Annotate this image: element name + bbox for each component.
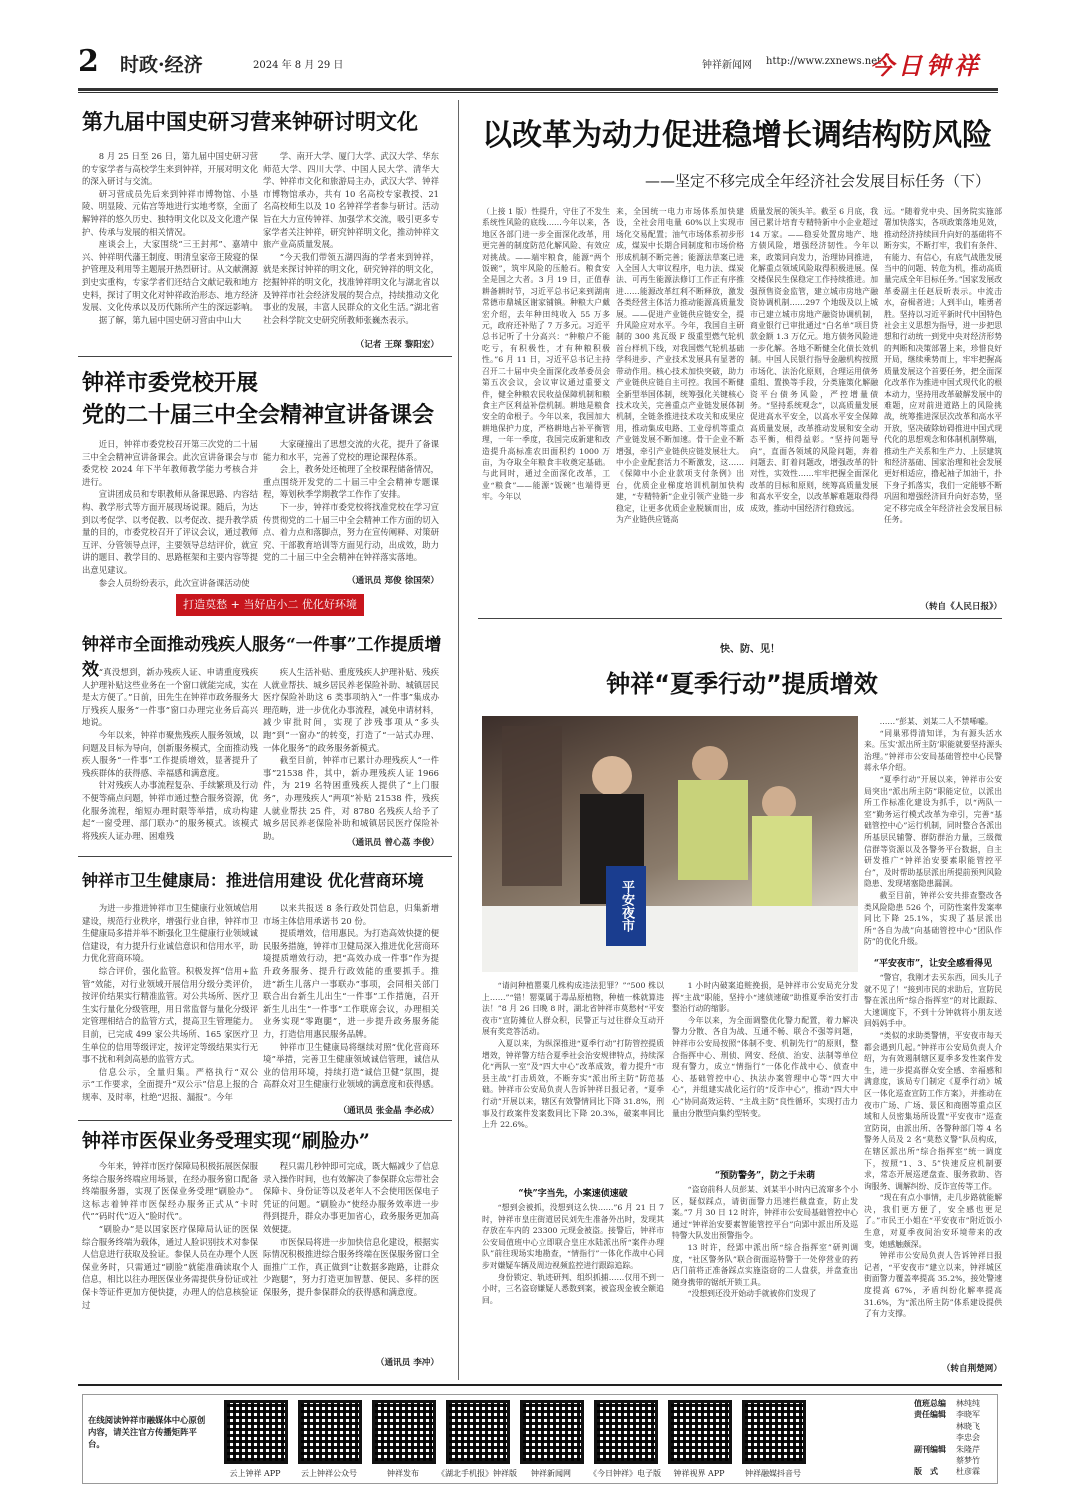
staff-list [914,1398,998,1478]
staff-entry: 蔡梦竹 [956,1456,980,1466]
divider [478,618,1002,619]
article1-title: 第九届中国史研习营来钟研讨明文化 [82,109,418,134]
header-rule [78,88,998,91]
article2-col1: 近日，钟祥市委党校召开第三次党的二十届三中全会精神宣讲备课会。此次宣讲备课会与市委党校 2024 年下半年教师教学能力考核合并进行。 宣讲团成员和专职教师从备课思路、内容结构、教学形式等方面开展现场说课。随后，为达到以考促学、以考促教、以考促改、提升教学质量的目的，市委党校召开了评议会议，通过教师互评、分管领导点评，主要领导总结评价，就宣讲的题目、教学目的、思路框架和主要内容等提出意见建议。 参会人员纷纷表示，此次宣讲备课活动使 [82,439,258,588]
lead-col2: 来，全国统一电力市场体系加快建设，全社会用电量 60%以上实现市场化交易配置；油气市场体系初步形成，煤炭中长期合同制度和市场价格形成机制不断完善；能源法草案已进入全国人大审议程序，电力法、煤炭法、可再生能源法修订工作正有序推进……能源改革红利不断释放，激发各类经营主体活力推动能源高质量发展。——促进产业链供应链安全，提升风险应对水平。今年，我国自主研制的 300 兆瓦级 F 级重型燃气轮机首台样机下线，对我国燃气轮机基础学科进步、产业技术发展具有显著的带动作用。核心技术加快突破，助力产业链供应链自主可控。我国不断健全新型举国体制，统筹强化关键核心技术攻关，完善重点产业链发展体制机制，全链条推进技术攻关和成果应用，推动集成电路、工业母机等重点产业链发展不断加速。骨干企业不断增强，牵引产业链供应链发展壮大。中小企业配套活力不断激发，这……《保障中小企业款项支付条例》出台，优质企业梯度培训机制加快构建，“专精特新”企业引领产业链一步稳定，让更多优质企业脱颖而出，成为产业链供应链高 [616,207,744,524]
lead-subtitle: ——坚定不移完成全年经济社会发展目标任务（下） [644,172,990,190]
summer-mid-col: 1 小时内破案追赃挽损，是钟祥市公安局充分发挥“主战”职能，坚持小“速侦速破”助推夏季治安打击整治行动的缩影。 今年以来，为全面调整优化警力配置，着力解决警力分散、各自为战、互通不畅、联合不强等问题，钟祥市公安局按照“体制不变、机制先行”的原则，整合指挥中心、刑侦、网安、经侦、治安、法制等单位现有警力，成立“情指行”一体化作战中心、侦查中心、基础管控中心、执法办案管理中心等“四大中心”，并组建实战化运行的“反诈中心”，推动“四大中心”协同高效运转、“主战主防”良性循环，实现打击力量由分散型向集约型转变。 [672,981,858,1118]
qr-label: 钟祥发布 [387,1469,419,1478]
article4-byline: （通讯员 张金晶 李必成） [338,1106,439,1116]
article3-col1: “真没想到，新办残疾人证、申请重度残疾人护理补贴这些业务在一个窗口就能完成，实在是太方便了。”日前，田先生在钟祥市政务服务大厅残疾人服务“一件事”窗口办理完业务后高兴地说。 今年以来，钟祥市聚焦残疾人服务领域，以问题及目标为导向，创新服务模式，全面推动残疾人服务“一件事”工作提质增效，显著提升了残疾群体的获得感、幸福感和满意度。 针对残疾人办事流程复杂、手续繁琐及行动不便等痛点问题，钟祥市通过整合服务资源，优化服务流程，缩短办理时限等举措，成功构建起“一窗受理、部门联办”的服务模式。该模式将残疾人证办理、困难残 [82,667,258,841]
summer-right-col: ……”彭某、刘某二人不禁唏嘘。 “同巢邪得清知详，为有源头活水来。压实‘派出所主防’职能就要坚持源头治理。”钟祥市公安局基础管控中心民警蒋永华介绍。 “夏季行动”开展以来，钟祥市公安局突出“派出所主防”职能定位，以派出所工作标准化建设为抓手，以“两队一室”勤务运行模式改革为牵引，完善“基础管控中心”运行机制，同时整合各派出所基层民辅警、群防群治力量，三级微信群等资源以及各警务平台数据，自主研发推广“钟祥治安要素职能管控平台”，及时帮助基层派出所提前预判风险隐患、发现堵塞隐患漏洞。 截至目前，钟祥公安共排查整改各类风险隐患 526 个，可防性案件发案率同比下降 25.1%，实现了基层派出所“各自为战”向基础管控中心“团队作防”的优化升级。 [864,717,1002,947]
summer-kicker: 快、防、见！ [720,644,780,655]
issue-date: 2024 年 8 月 29 日 [253,60,344,71]
qr-label: 钟祥视界 APP [673,1469,725,1478]
lead-col3: 质量发展的领头羊。截至 6 月底，我国已累计培育专精特新中小企业超过 14 万家。——稳妥处置房地产、地方债风险，增强经济韧性。今年以来，政策同向发力，治理协同推进，化解重点领域风险取得积极进展。保交楼保民生保稳定工作持续推进。加强预售资金监管，建立城市房地产融资协调机制……297 个地级及以上城市已建立城市房地产融资协调机制，商业银行已审批通过“白名单”项目贷款金额 1.3 万亿元。地方债务风险进一步化解。各地不断健全化债长效机制。中国人民银行指导金融机构按照市场化、法治化原则，合理运用债务重组、置换等手段，分类施策化解融资平台债务风险，严控增量债务。“坚持系统观念”，以高质量发展促进高水平安全，以高水平安全保障高质量发展，改革推动发展和安全动态平衡，相得益彰。“坚持问题导向”，直面各领域的风险问题，奔着问题去、盯着问题改，增强改革的针对性，实效性……牢牢把握全面深化改革的目标和原则，统筹高质量发展和高水平安全，以改革解难题取得得成效，推动中国经济行稳致远。 [750,207,878,513]
page-number: 2 [78,44,99,79]
footer-notice: 在线阅读钟祥市融媒体中心原创内容，请关注官方传播矩阵平台。 [88,1415,206,1449]
article3-col2: 疾人生活补贴、重度残疾人护理补贴、残疾人就业帮扶、城乡居民养老保险补助、城镇居民医疗保险补助这 6 类事项纳入“一件事”集成办理范畴，进一步优化办事流程，减免申请材料，减少审批时间，实现了涉残事项从“多头跑”到“一窗办”的转变，打造了“一站式办理、一体化服务”的政务服务新模式。 截至目前，钟祥市已累计办理残疾人“一件事”21538 件，其中，新办理残疾人证 1966 件，为 219 名特困重残疾人提供了“上门服务”，办理残疾人“两项”补贴 21538 件，残疾人就业帮扶 25 件，对 8780 名残疾人给予了城乡居民养老保险补助和城镇居民医疗保险补助。 [263,667,439,841]
police-booth-sign: 平安夜市 [606,866,646,946]
summer-subhead1: “快”字当先，小案速侦速破 [518,1189,628,1199]
summer-left-col2: “想到会被抓，没想到这么快……”6 月 21 日 7 时，钟祥市皇庄街道居民刘先生准备外出时，发现其存放在车内的 23300 元现金被盗。接警后，钟祥市公安局值班中心立即联合皇庄水陆派出所“案件办理队”前往现场实地勘查，“情指行”一体化作战中心同步对嫌疑车辆及周边视频监控进行跟踪追踪。 身份锁定、轨迹研判、组织抓捕……仅用不到一小时，三名盗窃嫌疑人悉数到案，被盗现金被全额追回。 [482,1203,664,1305]
site-url[interactable]: http://www.zxnews.net [766,56,882,67]
qr-label: 《今日钟祥》电子版 [589,1469,661,1478]
qr-code-icon[interactable] [224,1400,288,1464]
qr-code-icon[interactable] [520,1400,584,1464]
staff-entry: 版 式 杜彦霖 [914,1466,980,1477]
article2-title-line1: 钟祥市委党校开展 [82,371,259,396]
police-photo [482,716,858,972]
article3-byline: （通讯员 曾心荔 李俊） [347,838,439,848]
section-name: 时政·经济 [120,54,203,76]
article4-col1: 为进一步推进钟祥市卫生健康行业领域信用建设，规范行业秩序，增强行业自律，钟祥市卫生健康局多措并举不断强化卫生健康行业领域诚信建设，有力提升行业诚信意识和信用水平，助力优化营商环境。 综合评价，强化监管。积极发挥“信用+监管”效能，对行业领域开展信用分级分类评价，按评价结果实行精准监管。对公共场所、医疗卫生实行量化分级管理，用日常监督与量化分级评定管理相结合的监管方式，提高卫生管理能力。目前，已完成 499 家公共场所、165 家医疗卫生单位的信用等级评定，按评定等级结果实行无事不扰和利剑高悬的监管方式。 信息公示，全量归集。严格执行“双公示”工作要求，全面提升“双公示”信息上报的合规率、及时率，杜绝“迟报、漏报”。今年 [82,903,258,1102]
qr-label: 钟祥融媒抖音号 [745,1469,801,1478]
summer-subhead2: “预防警务”，防之于未萌 [714,1171,816,1181]
article5-byline: （通讯员 李冲） [375,1358,439,1368]
divider [78,856,452,857]
column-divider [458,100,459,1380]
qr-code-icon[interactable] [594,1400,658,1464]
summer-right-col2: “警官，我刚才去买东西，回头儿子就不见了！”接到市民的求助后，宣防民警在派出所“综合指挥室”的对比跟踪、大速调度下，不到十分钟就将小朋友送回妈妈手中。 “类似的求助类警情，平安夜市每天都会遇到几起。”钟祥市公安局负责人介绍，为有效遏制辖区夏季多发性案件发生，进一步提高群众安全感、幸福感和满意度，该局专门制定《夏季行动》城区一体化巡查宣防工作方案》，并推动在夜市广场、广场、景区和商圈等重点区域和人员密集场所设置“平安夜市”巡查宣防岗，由派出所、各警种部门等 4 名警务人员及 2 名“莫愁义警”队员构成，在辖区派出所“综合指挥室”统一调度下，按照“1、3、5”快速反应机制要求，常态开展巡逻盘查、服务救助、咨询服务、调解纠纷、反诈宣传等工作。 “现在有点小事情，走几步路就能解决，我们更方便了，安全感也更足了。”市民王小姐在“平安夜市”附近饭小生意，对夏季夜间治安环境带来的改变，她感触颇深。 钟祥市公安局负责人告诉钟祥日报记者，“平安夜市”建立以来，钟祥城区街面警力覆盖率提高 35.2%，接处警速度提高 67%，矛盾纠纷化解率提高 31.6%，为“派出所主防”体系建设提供了有力支撑。 [864,973,1002,1319]
article2-byline: （通讯员 郑俊 徐国荣） [347,576,439,586]
qr-code-icon[interactable] [298,1400,362,1464]
article1-col1: 8 月 25 日至 26 日，第九届中国史研习营的专家学者与高校学生来到钟祥，开展对明文化的深入研讨与交流。 研习营成员先后来到钟祥市博物馆、小垦陵、明显陵、元佑宫等地进行实地考察，全面了解钟祥的悠久历史、独特明文化以及文化遗产保护、传承与发展的相关情况。 座谈会上，大家围绕“三王封邦”、嘉靖中兴、钟祥明代藩王制度、明清皇家帝王陵寝的保护管理及利用等主题展开热烈研讨。从文献溯源到史实重构，专家学者们还结合文献记载和地方史料，探讨了明文化对钟祥政治形态、地方经济发展、文化传承以及历代陈所产生的深远影响。 据了解，第九届中国史研习营由中山大 [82,151,258,325]
qr-label: 云上钟祥公众号 [301,1469,357,1478]
article3-title: 钟祥市全面推动残疾人服务“一件事”工作提质增效 [82,635,442,680]
summer-left-col: “请问种植罂粟几株构成违法犯罪？”“500 株以上……”“错！罂粟属于毒品原植物，种植一株就算违法！”8 月 26 日晚 8 时，湖北省钟祥市莫愁村“平安夜市”宣防摊位人群众积，民警正与过往群众互动开展有奖竞答活动。 入夏以来，为纵深推进“夏季行动”打防管控提质增效，钟祥警方结合夏季社会治安规律特点，持续深化“两队一室”及“四大中心”改革成效，着力提升“市县主战”打击质效，不断夯实“派出所主防”防范基础。钟祥市公安局负责人告诉钟祥日报记者，“夏季行动”开展以来，辖区有效警情同比下降 31.8%，刑事及行政案件发案数同比下降 20.3%，破案率同比上升 22.6%。 [482,981,664,1130]
header-rule-thin [78,92,998,93]
qr-row [212,1400,812,1480]
article5-col1: 今年来，钟祥市医疗保障局积极拓展医保服务综合服务终端应用场景，在经办服务窗口配备终端服务器，实现了医保业务受理“刷脸办”。这标志着钟祥市医保经办服务正式从“卡时代”“码时代”迈入“脸时代”。 “刷脸办”是以国家医疗保障局认证的医保综合服务终端为载体，通过人脸识别技术对参保人信息进行获取及验证。参保人员在办理个人医保业务时，只需通过“刷脸”就能准确读取个人信息，相比以往办理医保业务需提供身份证或社保卡等证件更加方便快捷，办理人的信息核验证过 [82,1161,258,1310]
qr-code-icon[interactable] [668,1400,732,1464]
qr-code-icon[interactable] [372,1400,436,1464]
article4-title: 钟祥市卫生健康局：推进信用建设 优化营商环境 [82,871,424,890]
lead-title: 以改革为动力促进稳增长调结构防风险 [482,118,992,153]
lead-byline: （转自《人民日报》） [920,602,1002,612]
qr-label: 《湖北手机报》钟祥版 [437,1469,517,1478]
masthead-logo: 今日钟祥 [870,51,982,80]
lead-col1: （上接 1 版）性提升，守住了不发生系统性风险的底线……今年以来，各地区各部门进一步全面深化改革，用更完善的制度防范化解风险、有效应对挑战。——端牢粮食，能源“两个饭碗”，筑牢风险的压舱石。粮食安全是国之大者。3 月 19 日，正值春耕备耕时节，习近平总书记来到湖南常德市鼎城区谢家铺镇。种粮大户戴宏介绍，去年种田纯收入 55 万多元，政府还补贴了 7 万多元。习近平总书记听了十分高兴：“种粮户不能吃亏，有积极性，才有种粮积极性。”6 月 11 日，习近平总书记主持召开二十届中央全面深化改革委员会第五次会议，会议审议通过重要文件，健全种粮农民收益保障机制和粮食主产区利益补偿机制。耕地是粮食安全的命根子。今年以来，我国加大耕地保护力度，严格耕地占补平衡管理，一年一季度，我国完成新建和改造提升高标准农田面积约 1000 万亩，为夺取全年粮食丰收奠定基础。与此同时，通过全面深化改革，工业“粮食”——能源“饭碗”也端得更牢。今年以 [482,207,610,502]
divider [78,356,452,357]
article1-col2: 学、南开大学、厦门大学、武汉大学、华东师范大学、四川大学、中国人民大学、清华大学、钟祥市文化和旅游局主办，武汉大学、钟祥市博物馆承办，共有 10 名高校专家教授、21 名高校师生以及 10 名钟祥学者参与研讨。活动旨在大力宣传钟祥、加强学术交流，吸引更多专家学者关注钟祥，研究钟祥明文化，推动钟祥文旅产业高质量发展。 “今天我们带领五湖四海的学者来到钟祥，就是来探讨钟祥的明文化，研究钟祥的明文化，挖掘钟祥的明文化，找准钟祥明文化与湖北省以及钟祥市社会经济发展的契合点，持续推动文化事业的发展，丰富人民群众的文化生活。”湖北省社会科学院文史研究所教师张巍杰表示。 [263,151,439,325]
staff-entry: 值班总编 林纯纯 [914,1398,980,1408]
article5-title: 钟祥市医保业务受理实现“刷脸办” [82,1130,370,1152]
article2-title-line2: 党的二十届三中全会精神宣讲备课会 [82,403,435,428]
divider [78,1120,452,1121]
section-banner: 打造莫愁 + 当好店小二 优化好环境 [176,594,364,616]
lead-col4: 远。“随着党中央、国务院实施部署加快落实，各项政策落地见效，推动经济持续回升向好的基础将不断夯实，不断打牢，我们有条件、有能力、有信心，有底气战胜发展当中的问题、转危为机，推动高质量完成全年目标任务。”国家发展改革委副主任赵辰昕表示。中流击水，奋楫者进；人到半山，唯勇者胜。坚持以习近平新时代中国特色社会主义思想为指导，进一步把思想和行动统一到党中央对经济形势的判断和决策部署上来，珍惜良好开局，继续乘势而上，牢牢把握高质量发展这个首要任务，把全面深化改革作为推进中国式现代化的根本动力，坚持用改革破解发展中的难题，应对前进道路上的风险挑战，统筹推进深层次改革和高水平开放，坚决破除妨碍推进中国式现代化的思想观念和体制机制弊端，推动生产关系和生产力、上层建筑和经济基础、国家治理和社会发展更好相适应，撸起袖子加油干，扑下身子抓落实，我们一定能够不断巩固和增强经济回升向好态势，坚定不移完成全年经济社会发展目标任务。 [884,207,1002,524]
qr-code-icon[interactable] [742,1400,806,1464]
staff-entry: 林晓飞 [956,1421,980,1431]
footer-rule [78,1384,1002,1386]
qr-label: 钟祥新闻网 [531,1469,571,1478]
site-name: 钟祥新闻网 [702,60,752,71]
staff-entry: 责任编辑 李晓军 [914,1409,980,1420]
article4-col2: 以来共报送 8 条行政处罚信息，归集新增市场主体信用承诺书 20 份。 提质增效，信用惠民。为打造高效快捷的便民服务措施，钟祥市卫健局深入推进优化营商环境提质增效行动，把“高效办成一件事”作为提升政务服务、提升行政效能的重要抓手。推进“新生儿落户一事联办”事项，会同相关部门联合出台新生儿出生“一件事”工作措施，召开新生儿出生“一件事”工作联席会议，办理相关业务实现“零跑腿”，进一步提升政务服务能力，打造信用惠民服务品牌。 钟祥市卫生健康局将继续对照“优化营商环境”举措，完善卫生健康领域诚信管理，诚信从业的信用环境，持续打造“诚信卫健”氛围，提高群众对卫生健康行业领域的满意度和获得感。 [263,903,439,1090]
summer-subhead3: “平安夜市”，让安全感看得见 [873,959,993,969]
qr-label: 云上钟祥 APP [229,1469,281,1478]
qr-code-icon[interactable] [446,1400,510,1464]
article5-col2: 程只需几秒钟即可完成，既大幅减少了信息录入操作时间，也有效解决了参保群众忘带社会保障卡、身份证等以及老年人不会使用医保电子凭证的问题。“刷脸办”使经办服务效率进一步得到提升，群众办事更加省心，政务服务更加高效便捷。 市医保局将进一步加快信息化建设，根据实际情况积极推进综合服务终端在医保服务窗口全面推广工作，真正做到“让数据多跑路，让群众少跑腿”，努力打造更加智慧、便民、多样的医保服务，提升参保群众的获得感和满意度。 [263,1161,439,1297]
article2-col2: 大家碰撞出了思想交流的火花，提升了备课能力和水平，完善了党校的理论课程体系。 会上，教务处还梳理了全校课程储备情况，重点围绕开发党的二十届三中全会精神专题课程，筹划秋季学期教学工作作了安排。 下一步，钟祥市委党校将找准党校在学习宣传贯彻党的二十届三中全会精神工作方面的切入点、着力点和落脚点，努力在宣传阐释、对策研究、干部教育培训等方面见行动，出成效，助力党的二十届三中全会精神在钟祥落实落地。 [263,439,439,563]
staff-entry: 副刊编辑 朱隆芹 [914,1443,980,1454]
staff-entry: 李忠会 [956,1433,980,1443]
summer-title: 钟祥“夏季行动”提质增效 [606,670,878,698]
article1-byline: （记者 王琛 黎阳宏） [355,340,439,350]
summer-mid-col2: “盗窃前科人员彭某、刘某半小时内已流窜多个小区，疑似踩点，请街面警力迅速拦截盘查，防止发案。”7 月 30 日 12 时许，钟祥市公安局基础管控中心通过“钟祥治安要素智能管控平台”向郢中派出所及巡特警大队发出预警指令。 13 时许，经郢中派出所“综合指挥室”研判调度，“社区警务队”联合街面巡特警于一处停营业的药店门前将正准备踩点实施盗窃的二人盘获，并盘查出随身携带的锯纸开锁工具。 “没想到还没开始动手就被你们发现了 [672,1185,858,1299]
summer-byline: （转自荆楚网） [941,1364,1002,1374]
